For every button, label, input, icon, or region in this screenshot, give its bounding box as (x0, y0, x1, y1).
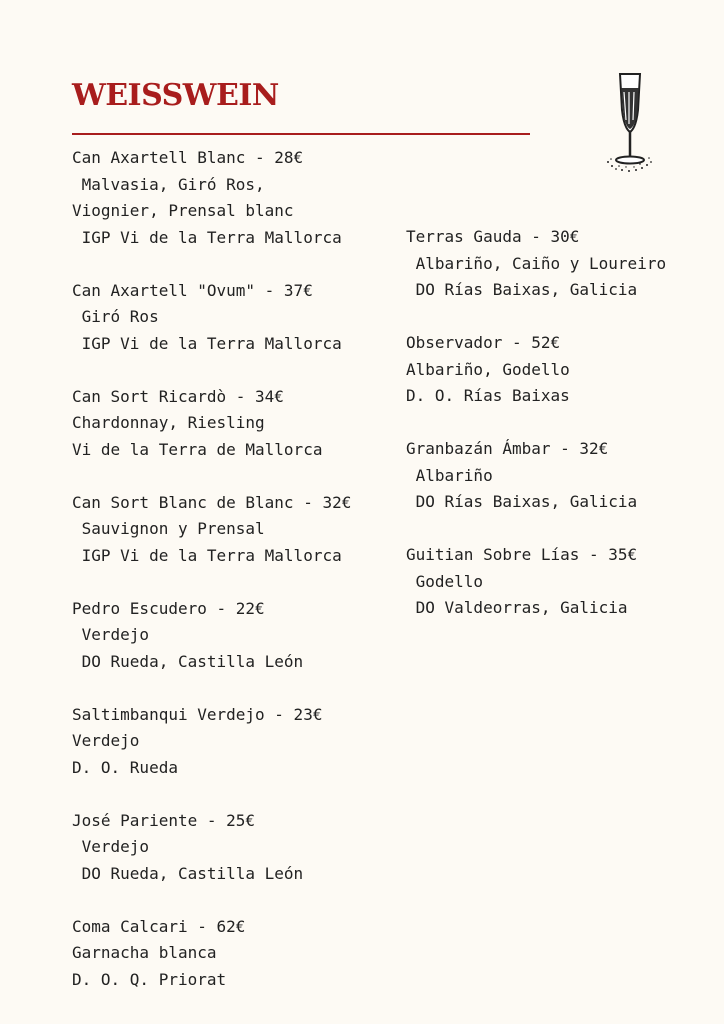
wine-grapes: Albariño, Godello (406, 359, 570, 379)
wine-entry (72, 490, 402, 570)
wine-origin: IGP Vi de la Terra Mallorca (72, 333, 342, 353)
wine-grapes: Chardonnay, Riesling (72, 413, 265, 432)
wine-entry (406, 542, 706, 622)
title-divider (72, 133, 530, 135)
wine-entry (72, 702, 402, 782)
wine-name: Can Axartell "Ovum" - 37€ (72, 280, 313, 300)
wine-name: Saltimbanqui Verdejo - 23€ (72, 704, 323, 724)
wine-entry (72, 384, 402, 464)
wine-name: José Pariente - 25€ (72, 810, 256, 830)
wine-origin: DO Rías Baixas, Galicia (406, 492, 638, 511)
wine-grapes: Albariño, Caiño y Loureiro (406, 253, 667, 273)
wine-grapes: Giró Ros (72, 307, 159, 326)
wine-grapes: Malvasia, Giró Ros, (72, 174, 265, 194)
wine-grapes: Verdejo (72, 837, 150, 856)
wine-grapes: Godello (406, 571, 484, 591)
wine-entry (72, 914, 402, 994)
page-title: WEISSWEIN (72, 78, 279, 113)
wine-glass-icon (602, 70, 656, 174)
wine-grapes: Verdejo (72, 731, 140, 750)
wine-origin: Vi de la Terra de Mallorca (72, 439, 323, 459)
wine-name: Pedro Escudero - 22€ (72, 598, 265, 618)
wine-origin: IGP Vi de la Terra Mallorca (72, 227, 342, 247)
right-wine-column (406, 224, 706, 648)
wine-origin: D. O. Rueda (72, 757, 178, 777)
wine-origin: IGP Vi de la Terra Mallorca (72, 545, 342, 565)
wine-name: Guitian Sobre Lías - 35€ (406, 545, 638, 564)
wine-name: Terras Gauda - 30€ (406, 227, 580, 246)
wine-grapes: Garnacha blanca (72, 943, 217, 962)
wine-name: Coma Calcari - 62€ (72, 916, 246, 936)
wine-grapes: Sauvignon y Prensal (72, 519, 265, 538)
wine-name: Can Axartell Blanc - 28€ (72, 148, 304, 167)
left-wine-column (72, 145, 402, 1020)
wine-entry (406, 330, 706, 410)
wine-entry (72, 808, 402, 888)
wine-origin: D. O. Rías Baixas (406, 386, 570, 405)
wine-entry (72, 278, 402, 358)
wine-origin: D. O. Q. Priorat (72, 969, 227, 989)
wine-origin: DO Valdeorras, Galicia (406, 598, 628, 617)
wine-origin: DO Rueda, Castilla León (72, 863, 304, 883)
wine-grapes: Verdejo (72, 625, 150, 644)
wine-origin: DO Rueda, Castilla León (72, 651, 304, 671)
wine-entry (406, 436, 706, 516)
wine-name: Can Sort Blanc de Blanc - 32€ (72, 492, 352, 512)
wine-entry (72, 145, 402, 251)
wine-origin: DO Rías Baixas, Galicia (406, 280, 638, 299)
wine-entry (406, 224, 706, 304)
wine-grapes: Viognier, Prensal blanc (72, 201, 294, 220)
wine-grapes: Albariño (406, 465, 493, 485)
wine-name: Observador - 52€ (406, 333, 561, 352)
wine-name: Can Sort Ricardò - 34€ (72, 386, 284, 406)
wine-entry (72, 596, 402, 676)
wine-name: Granbazán Ámbar - 32€ (406, 439, 609, 458)
